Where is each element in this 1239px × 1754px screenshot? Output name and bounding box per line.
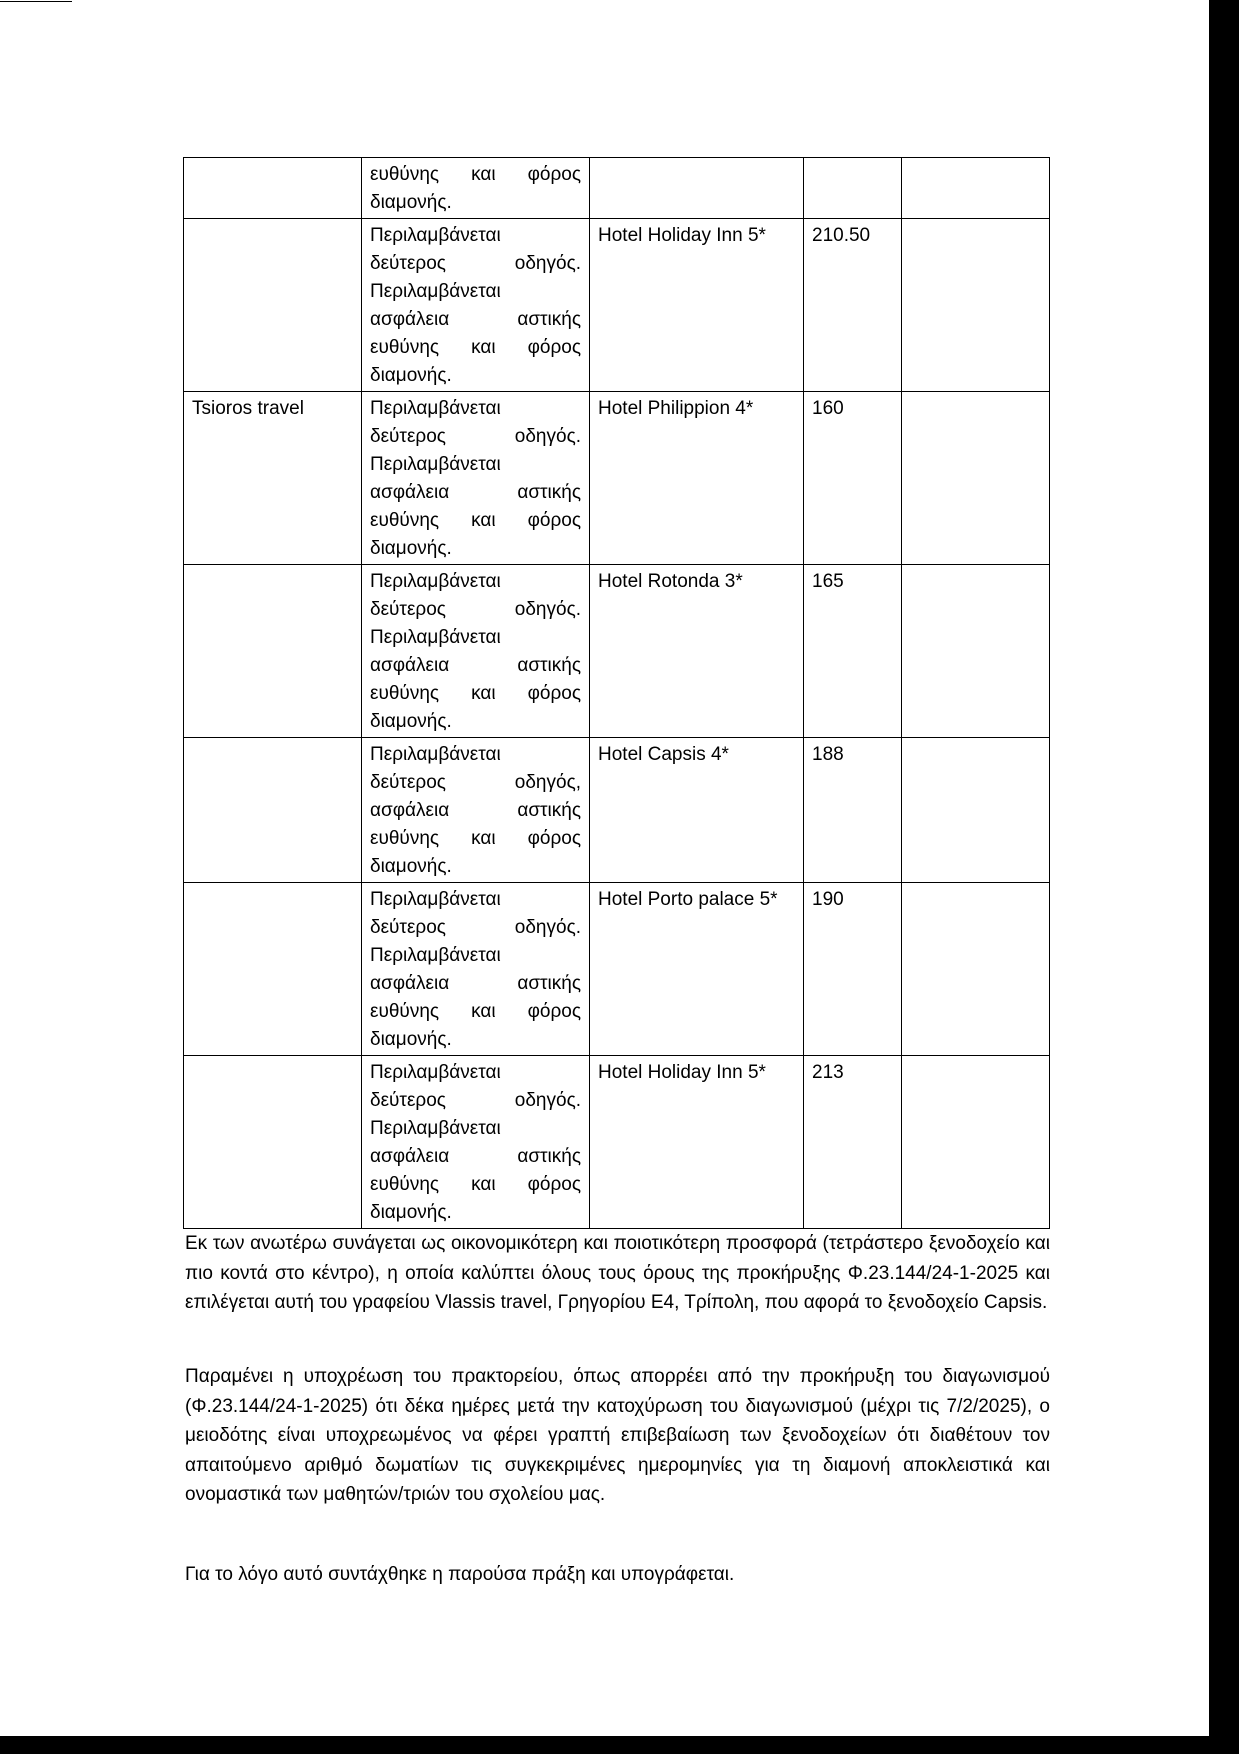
table-row: [184, 565, 1050, 738]
scan-mark: [0, 1, 72, 2]
offers-table: [183, 157, 1050, 1229]
description-cell: ευθύνης και φόρος διαμονής.: [362, 158, 590, 219]
agency-cell: [184, 883, 362, 1056]
agency-cell: Tsioros travel: [184, 392, 362, 565]
description-cell: Περιλαμβάνεται δεύτερος οδηγός. Περιλαμβάνεται ασφάλεια αστικής ευθύνης και φόρος διαμονής.: [362, 392, 590, 565]
agency-cell: [184, 219, 362, 392]
extra-cell: [902, 1056, 1050, 1229]
extra-cell: [902, 219, 1050, 392]
price-cell: 190: [804, 883, 902, 1056]
price-cell: 188: [804, 738, 902, 883]
price-cell: 165: [804, 565, 902, 738]
hotel-cell: Hotel Philippion 4*: [590, 392, 804, 565]
description-cell: Περιλαμβάνεται δεύτερος οδηγός. Περιλαμβάνεται ασφάλεια αστικής ευθύνης και φόρος διαμονής.: [362, 1056, 590, 1229]
price-cell: [804, 158, 902, 219]
extra-cell: [902, 883, 1050, 1056]
table-row: [184, 158, 1050, 219]
table-row: [184, 738, 1050, 883]
price-cell: 210.50: [804, 219, 902, 392]
description-cell: Περιλαμβάνεται δεύτερος οδηγός. Περιλαμβάνεται ασφάλεια αστικής ευθύνης και φόρος διαμονής.: [362, 565, 590, 738]
hotel-cell: [590, 158, 804, 219]
scan-border-bottom: [0, 1736, 1239, 1754]
table-row: [184, 883, 1050, 1056]
extra-cell: [902, 392, 1050, 565]
extra-cell: [902, 158, 1050, 219]
table-row: [184, 392, 1050, 565]
price-cell: 213: [804, 1056, 902, 1229]
extra-cell: [902, 738, 1050, 883]
obligation-paragraph: Παραμένει η υποχρέωση του πρακτορείου, όπως απορρέει από την προκήρυξη του διαγωνισμού (Φ.23.144/24-1-2025) ότι δέκα ημέρες μετά την κατοχύρωση του διαγωνισμού (μέχρι τις 7/2/2025), ο μειοδότης είναι υποχρεωμένος να φέρει γραπτή επιβεβαίωση των ξενοδοχείων ότι διαθέτουν τον απαιτούμενο αριθμό δωματίων τις συγκεκριμένες ημερομηνίες για τη διαμονή αποκλειστικά και ονομαστικά των μαθητών/τριών του σχολείου μας.: [185, 1366, 1050, 1505]
description-cell: Περιλαμβάνεται δεύτερος οδηγός, ασφάλεια αστικής ευθύνης και φόρος διαμονής.: [362, 738, 590, 883]
hotel-cell: Hotel Holiday Inn 5*: [590, 219, 804, 392]
agency-cell: [184, 565, 362, 738]
price-cell: 160: [804, 392, 902, 565]
closing-paragraph: Για το λόγο αυτό συντάχθηκε η παρούσα πράξη και υπογράφεται.: [185, 1564, 735, 1585]
table-row: [184, 219, 1050, 392]
hotel-cell: Hotel Holiday Inn 5*: [590, 1056, 804, 1229]
description-cell: Περιλαμβάνεται δεύτερος οδηγός. Περιλαμβάνεται ασφάλεια αστικής ευθύνης και φόρος διαμονής.: [362, 219, 590, 392]
extra-cell: [902, 565, 1050, 738]
agency-cell: [184, 158, 362, 219]
conclusion-paragraph: Εκ των ανωτέρω συνάγεται ως οικονομικότερη και ποιοτικότερη προσφορά (τετράστερο ξενοδοχείο και πιο κοντά στο κέντρο), η οποία καλύπτει όλους τους όρους της προκήρυξης Φ.23.144/24-1-2025 και επιλέγεται αυτή του γραφείου Vlassis travel, Γρηγορίου Ε4, Τρίπολη, που αφορά το ξενοδοχείο Capsis.: [185, 1233, 1050, 1313]
hotel-cell: Hotel Porto palace 5*: [590, 883, 804, 1056]
agency-cell: [184, 738, 362, 883]
agency-cell: [184, 1056, 362, 1229]
table-row: [184, 1056, 1050, 1229]
hotel-cell: Hotel Rotonda 3*: [590, 565, 804, 738]
description-cell: Περιλαμβάνεται δεύτερος οδηγός. Περιλαμβάνεται ασφάλεια αστικής ευθύνης και φόρος διαμονής.: [362, 883, 590, 1056]
hotel-cell: Hotel Capsis 4*: [590, 738, 804, 883]
scan-border-right: [1209, 0, 1239, 1754]
